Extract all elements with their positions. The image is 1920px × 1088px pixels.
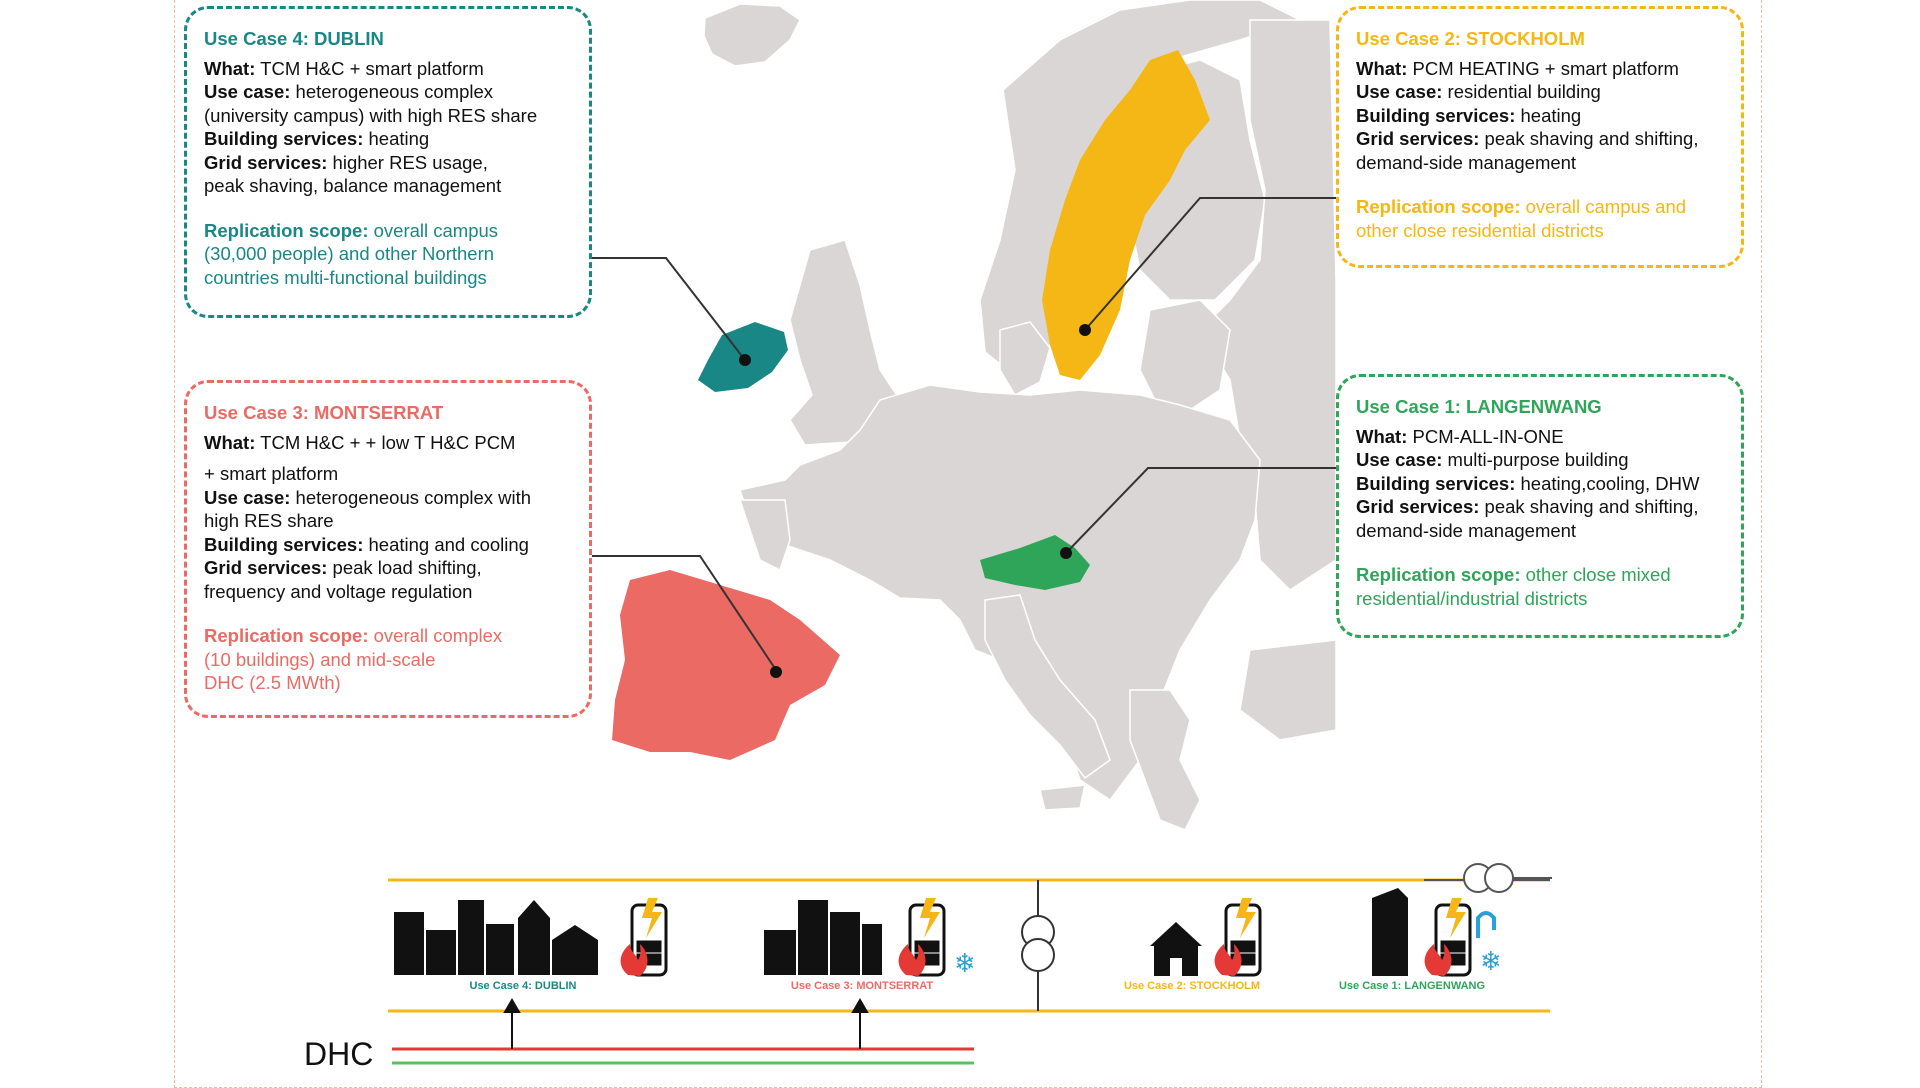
card-replication-scope: Replication scope: overall campus and other close residential districts bbox=[1356, 196, 1687, 241]
card-use-case: Use case: heterogeneous complex with bbox=[204, 486, 532, 508]
card-use-case: Use case: heterogeneous complex bbox=[204, 81, 494, 102]
dhc-arrows bbox=[505, 1000, 867, 1049]
spain-region bbox=[612, 570, 840, 760]
bottom-label-montserrat: Use Case 3: MONTSERRAT bbox=[790, 980, 934, 992]
card-grid-services-cont: peak shaving, balance management bbox=[204, 175, 502, 196]
bottom-label-stockholm: Use Case 2: STOCKHOLM bbox=[1123, 980, 1261, 992]
tap-icon bbox=[1478, 913, 1494, 938]
use-case-card-dublin bbox=[184, 6, 592, 318]
house-icon bbox=[1150, 922, 1202, 976]
snowflake-icon: ❄ bbox=[1480, 947, 1502, 977]
card-title: Use Case 4: DUBLIN bbox=[204, 28, 384, 49]
transformer-icon bbox=[1464, 864, 1513, 892]
card-grid-services: Grid services: peak shaving and shifting, bbox=[1356, 128, 1699, 149]
card-what: What: PCM HEATING + smart platform bbox=[1356, 57, 1679, 79]
card-grid-services: Grid services: peak shaving and shifting, bbox=[1356, 496, 1699, 517]
use-case-card-stockholm bbox=[1336, 6, 1744, 268]
tower-icon bbox=[1372, 888, 1408, 976]
europe-landmass bbox=[704, 0, 1336, 830]
card-what: What: TCM H&C + smart platform bbox=[204, 57, 484, 79]
card-grid-services: Grid services: higher RES usage, bbox=[204, 151, 488, 173]
card-building-services: Building services: heating bbox=[1356, 104, 1582, 126]
card-building-services: Building services: heating bbox=[204, 128, 430, 149]
card-what: What: TCM H&C + + low T H&C PCM bbox=[204, 431, 516, 453]
card-title: Use Case 1: LANGENWANG bbox=[1356, 396, 1602, 417]
use-case-card-langenwang bbox=[1336, 374, 1744, 638]
bottom-label-dublin: Use Case 4: DUBLIN bbox=[469, 980, 577, 992]
card-grid-services-cont: demand-side management bbox=[1356, 151, 1577, 173]
city-buildings-icon bbox=[764, 900, 882, 975]
card-what-cont: + smart platform bbox=[204, 463, 339, 484]
card-replication-scope: Replication scope: overall campus (30,000 people) and other Northern countries multi-functional buildings bbox=[204, 219, 499, 288]
card-building-services: Building services: heating and cooling bbox=[204, 533, 529, 555]
card-use-case-cont: high RES share bbox=[204, 510, 334, 531]
card-grid-services: Grid services: peak load shifting, bbox=[204, 557, 482, 578]
card-use-case: Use case: multi-purpose building bbox=[1356, 449, 1629, 470]
city-buildings-icon bbox=[394, 900, 598, 975]
card-building-services: Building services: heating,cooling, DHW bbox=[1356, 472, 1700, 494]
snowflake-icon: ❄ bbox=[954, 949, 976, 979]
card-title: Use Case 3: MONTSERRAT bbox=[204, 402, 444, 423]
use-case-card-montserrat bbox=[184, 380, 592, 718]
card-replication-scope: Replication scope: overall complex (10 buildings) and mid-scale DHC (2.5 MWth) bbox=[204, 625, 503, 693]
transformer-icon bbox=[1022, 916, 1054, 971]
card-grid-services-cont: demand-side management bbox=[1356, 519, 1577, 541]
card-title: Use Case 2: STOCKHOLM bbox=[1356, 28, 1585, 49]
card-use-case-cont: (university campus) with high RES share bbox=[204, 104, 538, 126]
dhc-pipes bbox=[392, 1049, 974, 1063]
card-replication-scope: Replication scope: other close mixed residential/industrial districts bbox=[1356, 564, 1671, 609]
bottom-label-langenwang: Use Case 1: LANGENWANG bbox=[1338, 980, 1486, 992]
card-what: What: PCM-ALL-IN-ONE bbox=[1356, 425, 1564, 447]
card-use-case: Use case: residential building bbox=[1356, 81, 1601, 102]
dhc-label: DHC bbox=[304, 1036, 374, 1072]
card-grid-services-cont: frequency and voltage regulation bbox=[204, 580, 473, 602]
